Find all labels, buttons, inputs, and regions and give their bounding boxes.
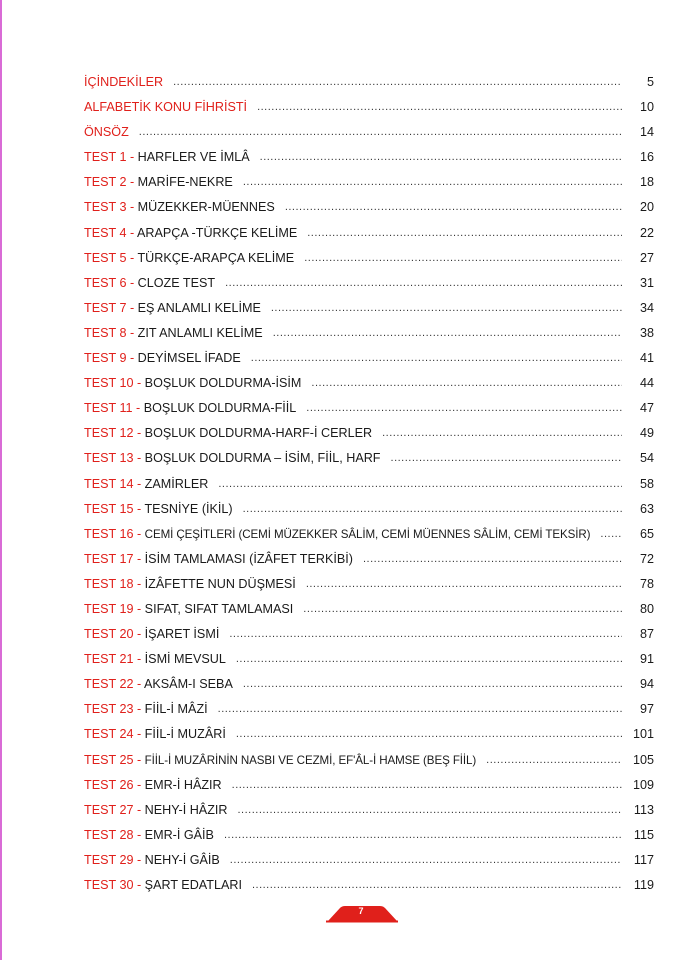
toc-entry-title (84, 145, 250, 170)
toc-entry-page: 58 (639, 476, 654, 491)
toc-entry[interactable] (84, 145, 654, 170)
toc-entry-name: EMR-İ HÂZIR (144, 777, 222, 792)
toc-entry-label: TEST 22 - (84, 677, 144, 692)
dot-leader (311, 371, 622, 396)
page-edge-border (0, 0, 2, 960)
toc-entry-title (84, 848, 220, 873)
dot-leader (304, 246, 622, 271)
toc-entry-label: TEST 20 - (84, 627, 145, 642)
toc-entry[interactable] (84, 547, 654, 572)
toc-entry-title (84, 522, 590, 547)
dot-leader (225, 271, 622, 296)
dot-leader (363, 547, 622, 572)
toc-entry-label: TEST 12 - (84, 426, 145, 441)
toc-entry-title (84, 195, 275, 220)
toc-entry-label: TEST 25 - (84, 752, 145, 767)
toc-entry-label: TEST 13 - (84, 451, 145, 466)
dot-leader (230, 848, 622, 873)
toc-entry[interactable] (84, 773, 654, 798)
toc-entry-page: 117 (633, 852, 654, 867)
toc-entry-label: İÇİNDEKİLER (84, 75, 164, 89)
toc-entry-page: 44 (639, 376, 654, 391)
toc-entry-label: TEST 15 - (84, 501, 145, 516)
dot-leader (486, 748, 622, 773)
toc-entry[interactable] (84, 396, 654, 421)
toc-entry-title (84, 622, 219, 647)
toc-entry[interactable] (84, 195, 654, 220)
toc-entry-title (84, 697, 208, 722)
toc-entry-title (84, 246, 294, 271)
toc-entry-title (84, 823, 214, 848)
toc-entry-title (84, 572, 296, 597)
toc-entry-name: ZIT ANLAMLI KELİME (137, 325, 263, 340)
toc-entry-name: ZAMİRLER (144, 476, 209, 491)
toc-entry[interactable] (84, 572, 654, 597)
toc-entry-label: TEST 29 - (84, 852, 145, 867)
toc-entry-label: TEST 7 - (84, 300, 138, 315)
toc-entry[interactable] (84, 497, 654, 522)
toc-entry-title (84, 221, 297, 246)
toc-entry[interactable] (84, 446, 654, 471)
toc-entry-name: FİİL-İ MÂZİ (144, 702, 208, 717)
toc-entry-page: 49 (639, 426, 654, 441)
toc-entry-name: FİİL-İ MUZÂRİ (144, 727, 226, 742)
toc-entry-page: 109 (632, 777, 654, 792)
toc-entry-label: TEST 1 - (84, 150, 138, 165)
dot-leader (237, 798, 622, 823)
dot-leader (218, 472, 622, 497)
toc-entry[interactable] (84, 221, 654, 246)
toc-entry-label: TEST 28 - (84, 827, 145, 842)
toc-entry-page: 87 (639, 627, 654, 642)
toc-entry-name: FİİL-İ MUZÂRİNİN NASBI VE CEZMİ, EF'ÂL-İ HAMSE (BEŞ FİİL) (144, 753, 477, 767)
dot-leader (306, 572, 622, 597)
toc-entry-name: BOŞLUK DOLDURMA – İSİM, FİİL, HARF (144, 451, 381, 466)
dot-leader (285, 195, 622, 220)
toc-entry-label: TEST 5 - (84, 250, 138, 265)
toc-entry-title (84, 773, 222, 798)
toc-entry-page: 20 (639, 200, 654, 215)
dot-leader (236, 647, 622, 672)
toc-entry-page: 63 (639, 501, 654, 516)
dot-leader (271, 296, 622, 321)
dot-leader (307, 221, 622, 246)
toc-entry-page: 27 (639, 250, 654, 265)
toc-entry[interactable] (84, 722, 654, 747)
toc-entry[interactable] (84, 622, 654, 647)
toc-entry-title (84, 446, 381, 471)
toc-entry-label: TEST 27 - (84, 802, 145, 817)
toc-entry-label: TEST 4 - (84, 225, 137, 240)
toc-entry-name: NEHY-İ GÂİB (144, 852, 220, 867)
toc-entry-page: 14 (639, 125, 654, 140)
toc-entry-label: TEST 24 - (84, 727, 145, 742)
toc-entry[interactable] (84, 321, 654, 346)
dot-leader (236, 722, 622, 747)
toc-entry[interactable] (84, 472, 654, 497)
toc-entry-name: MÜZEKKER-MÜENNES (137, 200, 275, 215)
dot-leader (260, 145, 622, 170)
toc-entry-name: BOŞLUK DOLDURMA-FİİL (143, 401, 297, 416)
toc-entry-title (84, 547, 353, 572)
toc-entry-page: 5 (646, 75, 654, 89)
toc-entry-page: 38 (639, 325, 654, 340)
toc-entry-title (84, 371, 301, 396)
toc-entry-page: 65 (639, 526, 654, 541)
toc-entry-label: TEST 10 - (84, 376, 145, 391)
toc-entry-title (84, 647, 226, 672)
toc-entry-page: 47 (639, 401, 654, 416)
toc-entry-label: TEST 23 - (84, 702, 145, 717)
toc-entry-name: İSMİ MEVSUL (144, 652, 226, 667)
toc-entry-name: EMR-İ GÂİB (144, 827, 214, 842)
toc-entry-name: İZÂFETTE NUN DÜŞMESİ (144, 576, 296, 591)
table-of-contents (84, 70, 654, 898)
toc-entry-title (84, 296, 261, 321)
toc-entry-label: ÖNSÖZ (84, 125, 129, 140)
toc-entry-title (84, 421, 372, 446)
toc-entry-page: 94 (639, 677, 654, 692)
toc-entry-name: CLOZE TEST (137, 275, 216, 290)
toc-entry-page: 31 (639, 275, 654, 290)
toc-entry-title (84, 873, 242, 898)
toc-entry-label: TEST 21 - (84, 652, 145, 667)
dot-leader (243, 672, 622, 697)
toc-entry-title (84, 497, 233, 522)
toc-entry-name: AKSÂM-I SEBA (143, 677, 233, 692)
toc-entry-title (84, 798, 227, 823)
toc-entry[interactable] (84, 371, 654, 396)
toc-entry[interactable] (84, 672, 654, 697)
toc-entry-name: DEYİMSEL İFADE (137, 351, 241, 366)
dot-leader (243, 497, 622, 522)
dot-leader (257, 95, 622, 120)
dot-leader (224, 823, 622, 848)
toc-entry[interactable] (84, 246, 654, 271)
toc-entry-label: ALFABETİK KONU FİHRİSTİ (84, 100, 248, 115)
toc-entry-title (84, 396, 296, 421)
toc-entry-page: 54 (639, 451, 654, 466)
toc-entry-label: TEST 2 - (84, 175, 138, 190)
toc-entry-name: ŞART EDATLARI (144, 878, 242, 892)
toc-entry-label: TEST 3 - (84, 200, 138, 215)
toc-entry-label: TEST 19 - (84, 601, 145, 616)
toc-entry[interactable] (84, 748, 654, 773)
toc-entry-label: TEST 26 - (84, 777, 145, 792)
toc-entry-label: TEST 14 - (84, 476, 145, 491)
toc-entry-label: TEST 16 - (84, 526, 145, 541)
dot-leader (232, 773, 622, 798)
toc-entry[interactable] (84, 798, 654, 823)
toc-entry-title (84, 271, 215, 296)
toc-entry[interactable] (84, 848, 654, 873)
toc-entry-label: TEST 11 - (84, 401, 144, 416)
toc-entry-name: İSİM TAMLAMASI (İZÂFET TERKİBİ) (144, 551, 353, 566)
toc-entry-page: 101 (632, 727, 654, 742)
toc-entry-page: 72 (639, 551, 654, 566)
toc-entry-name: HARFLER VE İMLÂ (137, 150, 250, 165)
dot-leader (251, 346, 622, 371)
toc-entry-page: 80 (639, 601, 654, 616)
toc-entry-name: SIFAT, SIFAT TAMLAMASI (144, 601, 294, 616)
toc-entry-page: 10 (639, 100, 654, 115)
toc-entry-title (84, 346, 241, 371)
toc-entry-page: 97 (639, 702, 654, 717)
toc-entry[interactable] (84, 597, 654, 622)
toc-entry-title (84, 597, 293, 622)
toc-entry[interactable] (84, 697, 654, 722)
dot-leader (306, 396, 622, 421)
dot-leader (600, 522, 622, 547)
toc-entry[interactable] (84, 421, 654, 446)
toc-entry-page: 34 (639, 300, 654, 315)
dot-leader (303, 597, 622, 622)
dot-leader (229, 622, 622, 647)
toc-entry-name: MARİFE-NEKRE (137, 175, 233, 190)
toc-entry[interactable] (84, 120, 654, 145)
toc-entry-label: TEST 9 - (84, 351, 138, 366)
toc-entry-page: 22 (639, 225, 654, 240)
toc-entry-page: 115 (633, 827, 654, 842)
toc-entry[interactable] (84, 873, 654, 898)
toc-entry-title (84, 672, 233, 697)
toc-entry-name: İŞARET İSMİ (144, 627, 220, 642)
toc-entry-title (84, 748, 476, 773)
toc-entry-title (84, 70, 163, 95)
toc-entry-page: 105 (632, 752, 654, 767)
dot-leader (218, 697, 622, 722)
toc-entry-name: TESNİYE (İKİL) (144, 501, 233, 516)
toc-entry-title (84, 170, 233, 195)
toc-entry-title (84, 321, 263, 346)
page-footer (326, 905, 398, 923)
toc-entry-page: 18 (639, 175, 654, 190)
toc-entry-name: CEMİ ÇEŞİTLERİ (CEMİ MÜZEKKER SÂLİM, CEMİ MÜENNES SÂLİM, CEMİ TEKSİR) (144, 527, 591, 541)
toc-entry-title (84, 120, 129, 145)
toc-entry-title (84, 95, 247, 120)
toc-entry-label: TEST 18 - (84, 576, 145, 591)
dot-leader (252, 873, 622, 898)
toc-entry-label: TEST 6 - (84, 275, 138, 290)
toc-entry[interactable] (84, 95, 654, 120)
toc-entry-page: 16 (639, 150, 654, 165)
dot-leader (382, 421, 622, 446)
page-number: 7 (358, 906, 364, 916)
toc-entry-page: 91 (639, 652, 654, 667)
toc-entry[interactable] (84, 522, 654, 547)
toc-entry[interactable] (84, 823, 654, 848)
toc-entry-name: BOŞLUK DOLDURMA-HARF-İ CERLER (144, 426, 373, 441)
dot-leader (391, 446, 622, 471)
toc-entry-name: EŞ ANLAMLI KELİME (137, 300, 261, 315)
dot-leader (173, 70, 622, 95)
toc-entry[interactable] (84, 271, 654, 296)
toc-entry[interactable] (84, 647, 654, 672)
dot-leader (243, 170, 622, 195)
toc-entry-title (84, 472, 208, 497)
toc-entry-name: ARAPÇA -TÜRKÇE KELİME (136, 225, 298, 240)
toc-entry-page: 41 (639, 351, 654, 366)
toc-entry[interactable] (84, 70, 654, 95)
toc-entry-page: 113 (633, 802, 654, 817)
dot-leader (273, 321, 622, 346)
toc-entry[interactable] (84, 346, 654, 371)
toc-entry-name: TÜRKÇE-ARAPÇA KELİME (137, 250, 295, 265)
toc-entry-name: BOŞLUK DOLDURMA-İSİM (144, 376, 302, 391)
toc-entry-page: 119 (633, 878, 654, 892)
toc-entry-title (84, 722, 226, 747)
dot-leader (139, 120, 622, 145)
toc-entry-label: TEST 17 - (84, 551, 145, 566)
toc-entry-name: NEHY-İ HÂZIR (144, 802, 228, 817)
toc-entry-page: 78 (639, 576, 654, 591)
toc-entry[interactable] (84, 170, 654, 195)
toc-entry-label: TEST 30 - (84, 878, 145, 892)
toc-entry-label: TEST 8 - (84, 325, 138, 340)
toc-entry[interactable] (84, 296, 654, 321)
